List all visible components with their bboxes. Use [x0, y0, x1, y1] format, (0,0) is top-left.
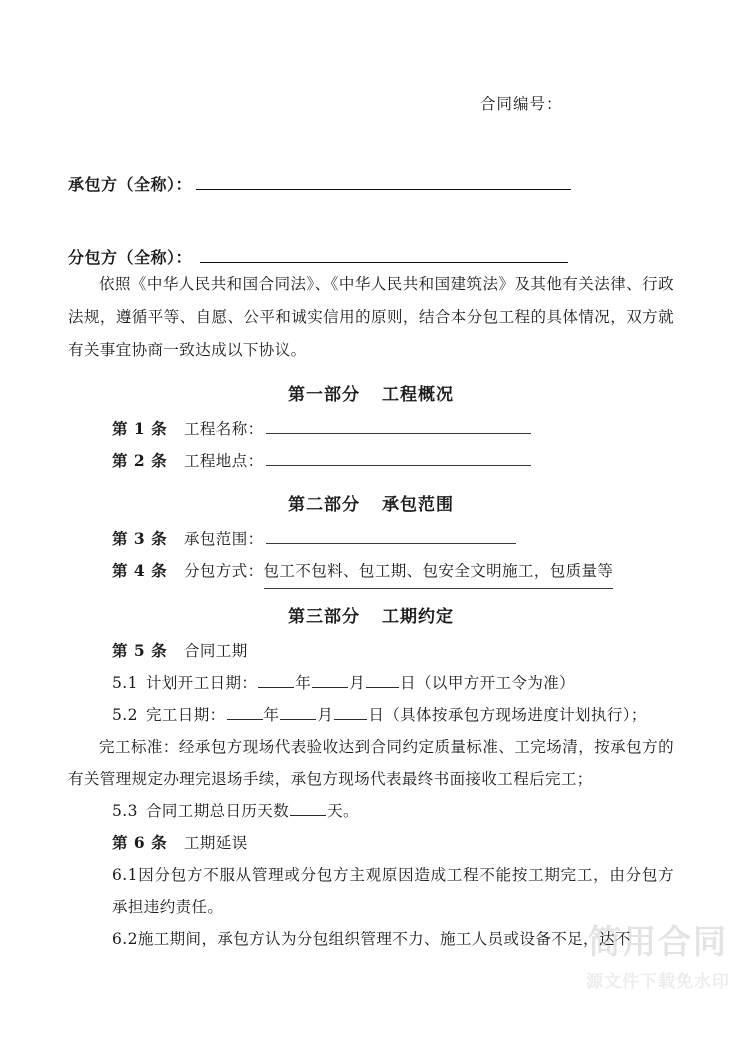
section-1-title: 工程概况 [382, 385, 454, 405]
clause-1-text: 工程名称： [184, 420, 264, 438]
subclause-5-1-year-blank[interactable] [258, 674, 294, 688]
section-heading-1 [68, 380, 674, 405]
clause-2-text: 工程地点： [184, 452, 264, 470]
contractor-party-row [68, 172, 674, 195]
clause-row-4 [68, 555, 674, 589]
clause-4-number: 第 4 条 [112, 561, 168, 580]
subclause-5-2-year-blank[interactable] [227, 706, 263, 720]
subclause-5-3-text-a: 合同工期总日历天数 [146, 802, 290, 820]
subclause-5-3-number: 5.3 [112, 802, 138, 820]
subclause-5-2-text-a: 完工日期： [146, 706, 226, 724]
completion-standard-paragraph: 完工标准：经承包方现场代表验收达到合同约定质量标准、工完场清，按承包方的有关管理规定办理完退场手续，承包方现场代表最终书面接收工程后完工； [68, 738, 674, 788]
subclause-5-2-number: 5.2 [112, 706, 138, 724]
subclause-6-2 [112, 923, 674, 955]
subcontractor-party-label: 分包方（全称）： [68, 248, 193, 267]
section-2-title: 承包范围 [382, 495, 454, 515]
watermark-main-text: 简用合同 [588, 922, 728, 961]
subclause-5-2-year-unit: 年 [263, 706, 280, 724]
clause-6-text: 工期延误 [184, 834, 248, 852]
section-heading-2 [68, 490, 674, 515]
watermark-sub-text: 源文件下载免水印 [586, 972, 730, 992]
clause-1-number: 第 1 条 [112, 419, 168, 438]
clause-row-6 [68, 827, 674, 859]
section-2-number: 第二部分 [288, 495, 360, 515]
subclause-5-2-day-blank[interactable] [334, 706, 367, 720]
clause-row-5 [68, 635, 674, 667]
subclause-5-1 [68, 667, 674, 699]
clause-1-blank[interactable] [266, 420, 531, 434]
section-3-number: 第三部分 [288, 607, 360, 627]
subclause-5-1-day-blank[interactable] [366, 674, 399, 688]
subclause-5-3-days-blank[interactable] [290, 802, 326, 816]
subclause-5-2-month-unit: 月 [317, 706, 334, 724]
subcontractor-party-row [68, 245, 674, 268]
subclause-6-1-text: 因分包方不服从管理或分包方主观原因造成工程不能按工期完工，由分包方承担违约责任。 [112, 866, 674, 916]
clause-5-number: 第 5 条 [112, 641, 168, 660]
subclause-5-2-text-d: 日（具体按承包方现场进度计划执行）； [368, 706, 647, 724]
subclause-5-1-year-unit: 年 [295, 674, 312, 692]
subclause-6-2-text: 施工期间，承包方认为分包组织管理不力、施工人员或设备不足，达不 [137, 930, 631, 948]
subclause-5-1-month-blank[interactable] [312, 674, 348, 688]
clause-2-number: 第 2 条 [112, 451, 168, 470]
subclause-5-1-number: 5.1 [112, 674, 138, 692]
clause-4-text: 分包方式： [184, 562, 264, 580]
contract-number-label: 合同编号： [480, 95, 563, 113]
clause-3-number: 第 3 条 [112, 529, 168, 548]
document-content [68, 0, 674, 955]
clause-3-text: 承包范围： [184, 530, 264, 548]
subclause-5-2-month-blank[interactable] [280, 706, 316, 720]
subclause-6-2-number: 6.2 [112, 930, 138, 948]
preamble-paragraph: 依照《中华人民共和国合同法》、《中华人民共和国建筑法》及其他有关法律、行政法规，遵循平等、自愿、公平和诚实信用的原则，结合本分包工程的具体情况，双方就有关事宜协商一致达成以下协议。 [68, 275, 674, 359]
subclause-5-3-text-b: 天。 [327, 802, 359, 820]
subclause-5-3 [68, 795, 674, 827]
subclause-6-1 [112, 859, 674, 923]
section-3-title: 工期约定 [382, 607, 454, 627]
subclause-5-1-month-unit: 月 [349, 674, 366, 692]
subclause-5-2 [68, 699, 674, 731]
subclause-5-1-text-d: 日（以甲方开工令为准） [400, 674, 576, 692]
clause-5-text: 合同工期 [184, 642, 248, 660]
subcontractor-party-blank[interactable] [200, 248, 568, 263]
clause-3-blank[interactable] [266, 530, 516, 544]
clause-row-3 [68, 523, 674, 555]
subclause-5-1-text-a: 计划开工日期： [146, 674, 258, 692]
subclause-6-1-number: 6.1 [112, 866, 138, 884]
clause-row-2 [68, 445, 674, 477]
contractor-party-blank[interactable] [196, 175, 571, 190]
contractor-party-label: 承包方（全称）： [68, 175, 193, 194]
clause-4-value[interactable]: 包工不包料、包工期、包安全文明施工，包质量等 [264, 556, 614, 589]
clause-6-number: 第 6 条 [112, 833, 168, 852]
clause-row-1 [68, 413, 674, 445]
section-1-number: 第一部分 [288, 385, 360, 405]
clause-2-blank[interactable] [266, 452, 531, 466]
section-heading-3 [68, 602, 674, 627]
